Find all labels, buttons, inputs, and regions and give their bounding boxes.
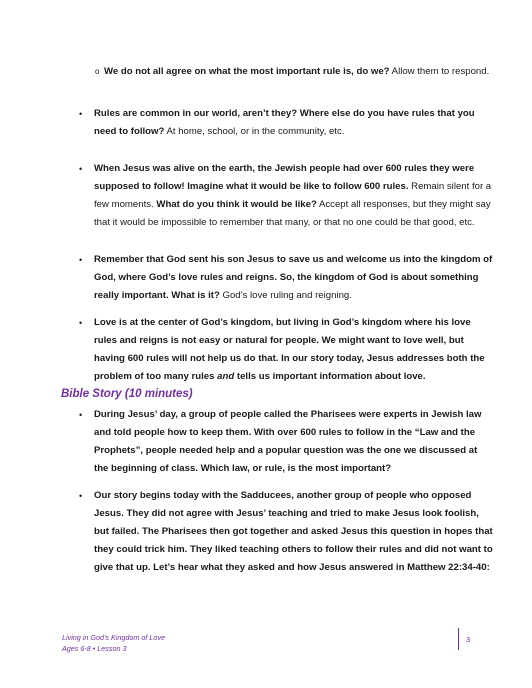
bullet-marker: • bbox=[79, 410, 83, 420]
bullet-text-segment: and bbox=[217, 371, 235, 382]
sub-item-instruction: Allow them to respond. bbox=[389, 66, 490, 77]
bullet-text-segment: Remain silent for a few moments. bbox=[94, 181, 492, 210]
footer-lesson: Lesson 3 bbox=[97, 644, 127, 653]
bullet-item bbox=[79, 406, 494, 478]
sub-list-item bbox=[95, 63, 504, 81]
sub-bullet-marker: o bbox=[95, 67, 100, 76]
page-number: 3 bbox=[466, 635, 471, 644]
bullet-marker: • bbox=[79, 109, 83, 119]
bullet-marker: • bbox=[79, 164, 83, 174]
bullet-item bbox=[79, 160, 494, 232]
bullet-text-segment: What do you think it would be like? bbox=[156, 199, 317, 210]
bullet-text-segment: Our story begins today with the Sadducees, another group of people who opposed Jesus. They did not agree with Jesus’ teaching and tried to make Jesus look foolish, but failed. The Pharisees then got together and asked Jesus this question in hopes that they could trick him. They liked teaching others to follow their rules and did not want to give that up. Let’s hear what they asked and how Jesus answered in Matthew 22:34-40: bbox=[94, 490, 493, 573]
bullet-text-segment: At home, school, or in the community, etc. bbox=[164, 126, 345, 137]
footer-subtitle bbox=[62, 643, 165, 654]
bullet-text-segment: During Jesus’ day, a group of people called the Pharisees were experts in Jewish law and told people how to keep them. With over 600 rules to follow in the “Law and the Prophets”, people needed help and a popular question was the one we discussed at the beginning of class. Which law, or rule, is the most important? bbox=[94, 409, 482, 474]
bullet-text-segment: Rules are common in our world, aren’t they? Where else do you have rules that you need to follow? bbox=[94, 108, 475, 137]
page-footer bbox=[62, 632, 165, 654]
bullet-text-segment: tells us important information about love. bbox=[234, 371, 426, 382]
bullet-text-segment: When Jesus was alive on the earth, the Jewish people had over 600 rules they were supposed to follow! Imagine what it would be like to follow 600 rules. bbox=[94, 163, 475, 192]
bullet-item bbox=[79, 251, 494, 305]
bullet-marker: • bbox=[79, 318, 83, 328]
bullet-item bbox=[79, 487, 494, 577]
bullet-text-segment: God’s love ruling and reigning. bbox=[219, 290, 352, 301]
bullet-text-segment: Accept all responses, but they might say that it would be impossible to remember that many, or that no one could be that good, etc. bbox=[94, 199, 491, 228]
bullet-marker: • bbox=[79, 491, 83, 501]
sub-item-question: We do not all agree on what the most important rule is, do we? bbox=[104, 66, 390, 77]
footer-separator: • bbox=[92, 644, 96, 653]
footer-ages: Ages 6-8 bbox=[62, 644, 91, 653]
bullet-text-segment: Remember that God sent his son Jesus to save us and welcome us into the kingdom of God, where God’s love rules and reigns. So, the kingdom of God is about something really important. What is it? bbox=[94, 254, 493, 301]
bullet-marker: • bbox=[79, 255, 83, 265]
bullet-text-segment: Love is at the center of God’s kingdom, but living in God’s kingdom where his love rules and reigns is not easy or natural for people. We might want to love well, but having 600 rules will not help us do that. In our story today, Jesus addresses both the problem of too many rules bbox=[94, 317, 485, 382]
section-heading-bible-story: Bible Story (10 minutes) bbox=[61, 388, 193, 400]
bullet-item bbox=[79, 314, 494, 386]
footer-title: Living in God’s Kingdom of Love bbox=[62, 633, 165, 642]
bullet-item bbox=[79, 105, 494, 141]
footer-divider bbox=[458, 628, 459, 650]
